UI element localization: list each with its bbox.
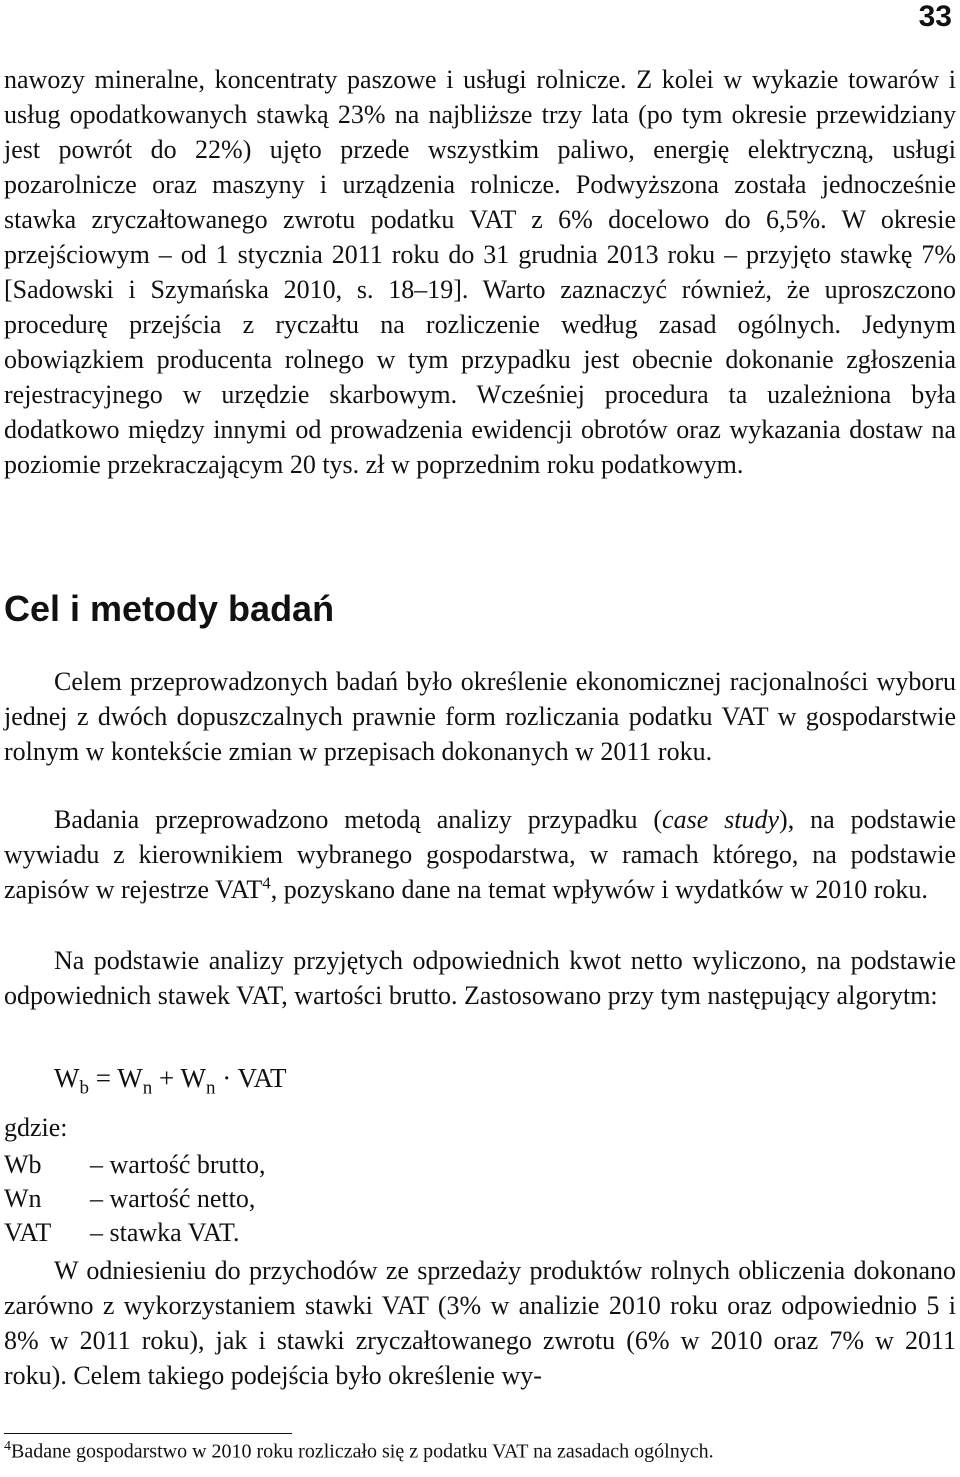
page-number: 33	[918, 0, 952, 33]
formula-wb-sub: b	[79, 1077, 89, 1099]
formula-wn-sub: n	[142, 1077, 153, 1099]
formula	[54, 1063, 287, 1099]
paragraph-research-method	[4, 802, 956, 907]
definition-text: – wartość brutto,	[90, 1150, 266, 1179]
definition-text: – wartość netto,	[90, 1184, 256, 1213]
paragraph-algorithm-intro: Na podstawie analizy przyjętych odpowiednich kwot netto wyliczono, na podstawie odpowiednich stawek VAT, wartości brutto. Zastosowano przy tym następujący algorytm:	[4, 946, 956, 1010]
definition-row	[4, 1182, 265, 1216]
formula-wn-2: W	[180, 1063, 206, 1093]
formula-wb: W	[54, 1063, 80, 1093]
footnote-text: Badane gospodarstwo w 2010 roku rozliczało się z podatku VAT na zasadach ogólnych.	[11, 1440, 714, 1463]
formula-equals: =	[95, 1063, 111, 1093]
paragraph-revenue-calculation: W odniesieniu do przychodów ze sprzedaży produktów rolnych obliczenia dokonano zarówno z wykorzystaniem stawki VAT (3% w analizie 2010 roku oraz odpowiednio 5 i 8% w 2011 roku), jak i stawki zryczałtowanego zwrotu (6% w 2010 oraz 7% w 2011 roku). Celem takiego podejścia było określenie wy-	[4, 1256, 956, 1390]
paragraph-research-goal: Celem przeprowadzonych badań było określenie ekonomicznej racjonalności wyboru jednej z dwóch dopuszczalnych prawnie form rozliczania podatku VAT w gospodarstwie rolnym w kontekście zmian w przepisach dokonanych w 2011 roku.	[4, 667, 956, 766]
definition-text: – stawka VAT.	[90, 1218, 240, 1247]
formula-multiply: ·	[222, 1063, 232, 1093]
formula-vat: VAT	[237, 1063, 287, 1093]
paragraph-vat-rates: nawozy mineralne, koncentraty paszowe i usługi rolnicze. Z kolei w wykazie towarów i usług opodatkowanych stawką 23% na najbliższe trzy lata (po tym okresie przewidziany jest powrót do 22%) ujęto przede wszystkim paliwo, energię elektryczną, usługi pozarolnicze oraz maszyny i urządzenia rolnicze. Podwyższona została jednocześnie stawka zryczałtowanego zwrotu podatku VAT z 6% docelowo do 6,5%. W okresie przejściowym – od 1 stycznia 2011 roku do 31 grudnia 2013 roku – przyjęto stawkę 7% [Sadowski i Szymańska 2010, s. 18–19]. Warto zaznaczyć również, że uproszczono procedurę przejścia z ryczałtu na rozliczenie według zasad ogólnych. Jedynym obowiązkiem producenta rolnego w tym przypadku jest obecnie dokonanie zgłoszenia rejestracyjnego w urzędzie skarbowym. Wcześniej procedura ta uzależniona była dodatkowo między innymi od prowadzenia ewidencji obrotów oraz wykazania dostaw na poziomie przekraczającym 20 tys. zł w poprzednim roku podatkowym.	[4, 65, 956, 479]
method-text-middle: ), na podstawie wywiadu z kierownikiem wybranego gospodarstwa, w ramach którego, na podstawie zapisów w rejestrze VAT	[4, 805, 956, 904]
footnote-divider	[4, 1433, 292, 1434]
definition-row	[4, 1148, 265, 1182]
method-text-italic: case study	[662, 805, 780, 834]
footnote-number: 4	[4, 1439, 11, 1454]
method-text-before: Badania przeprowadzono metodą analizy przypadku (	[54, 805, 663, 834]
definition-symbol: Wb	[4, 1150, 42, 1179]
definition-symbol: VAT	[4, 1218, 52, 1247]
footnote	[4, 1439, 714, 1464]
definition-row	[4, 1216, 265, 1250]
definitions-list	[4, 1148, 265, 1250]
where-label: gdzie:	[4, 1113, 68, 1142]
formula-wn-2-sub: n	[205, 1077, 216, 1099]
definition-symbol: Wn	[4, 1184, 42, 1213]
formula-wn: W	[117, 1063, 143, 1093]
section-heading: Cel i metody badań	[4, 588, 335, 629]
method-text-after: , pozyskano dane na temat wpływów i wydatków w 2010 roku.	[270, 875, 928, 904]
footnote-ref: 4	[262, 873, 271, 893]
formula-plus: +	[158, 1063, 175, 1093]
